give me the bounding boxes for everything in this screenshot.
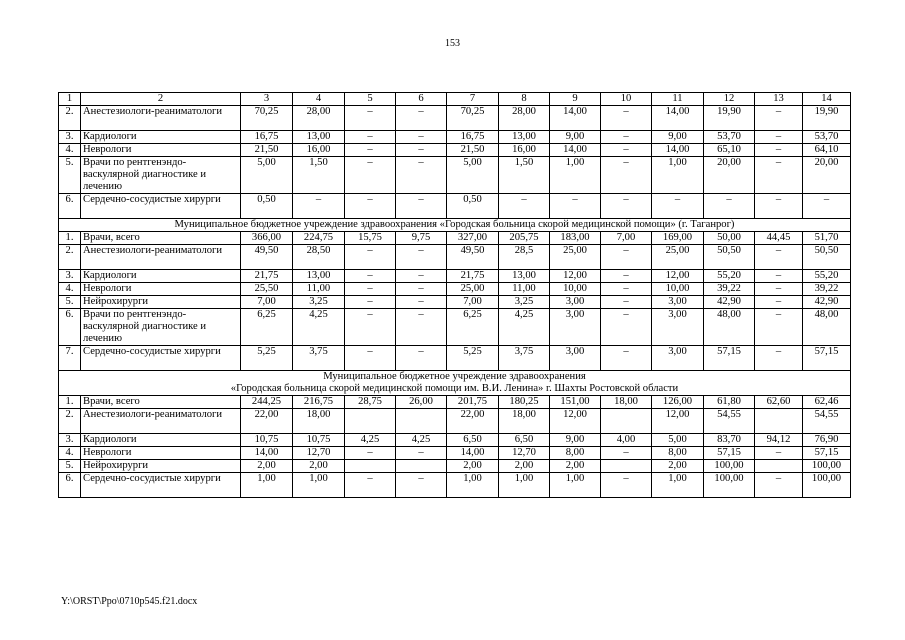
value-cell: – <box>345 157 396 194</box>
value-cell: – <box>601 447 652 460</box>
value-cell: 54,55 <box>803 409 851 434</box>
column-number-row <box>59 93 851 106</box>
value-cell: 12,00 <box>550 270 601 283</box>
value-cell: 151,00 <box>550 396 601 409</box>
value-cell: 57,15 <box>704 346 755 371</box>
table-row <box>59 460 851 473</box>
value-cell: – <box>345 296 396 309</box>
value-cell: 4,25 <box>345 434 396 447</box>
value-cell: 53,70 <box>704 131 755 144</box>
table-row <box>59 409 851 434</box>
value-cell: 48,00 <box>704 309 755 346</box>
value-cell: 51,70 <box>803 232 851 245</box>
value-cell: – <box>396 346 447 371</box>
value-cell: 18,00 <box>293 409 345 434</box>
value-cell: 55,20 <box>704 270 755 283</box>
specialty-cell: Нейрохирурги <box>81 460 241 473</box>
value-cell: – <box>755 447 803 460</box>
value-cell: 6,25 <box>241 309 293 346</box>
value-cell: 9,00 <box>550 131 601 144</box>
row-number-cell: 2. <box>59 106 81 131</box>
value-cell: 44,45 <box>755 232 803 245</box>
column-header: 10 <box>601 93 652 106</box>
value-cell: 70,25 <box>241 106 293 131</box>
value-cell: – <box>755 346 803 371</box>
value-cell: – <box>345 131 396 144</box>
value-cell: 1,00 <box>447 473 499 498</box>
value-cell <box>755 460 803 473</box>
value-cell: 2,00 <box>241 460 293 473</box>
value-cell: 1,50 <box>293 157 345 194</box>
specialty-cell: Неврологи <box>81 144 241 157</box>
value-cell: 2,00 <box>652 460 704 473</box>
row-number-cell: 6. <box>59 473 81 498</box>
value-cell: 12,00 <box>652 409 704 434</box>
row-number-cell: 2. <box>59 245 81 270</box>
value-cell: 7,00 <box>601 232 652 245</box>
value-cell: 25,00 <box>550 245 601 270</box>
value-cell: – <box>396 447 447 460</box>
specialty-cell: Кардиологи <box>81 270 241 283</box>
value-cell: 18,00 <box>601 396 652 409</box>
value-cell: 16,00 <box>293 144 345 157</box>
value-cell: 64,10 <box>803 144 851 157</box>
value-cell: – <box>396 157 447 194</box>
value-cell: 7,00 <box>241 296 293 309</box>
value-cell: 8,00 <box>550 447 601 460</box>
value-cell: 2,00 <box>499 460 550 473</box>
value-cell: – <box>396 245 447 270</box>
value-cell: 50,50 <box>704 245 755 270</box>
value-cell <box>396 460 447 473</box>
value-cell: 42,90 <box>704 296 755 309</box>
value-cell: 224,75 <box>293 232 345 245</box>
specialty-cell: Анестезиологи-реаниматологи <box>81 245 241 270</box>
specialty-cell: Анестезиологи-реаниматологи <box>81 106 241 131</box>
table-row <box>59 447 851 460</box>
value-cell: – <box>755 270 803 283</box>
value-cell: – <box>601 194 652 219</box>
column-header: 2 <box>81 93 241 106</box>
row-number-cell: 4. <box>59 144 81 157</box>
value-cell: 20,00 <box>803 157 851 194</box>
value-cell: – <box>396 194 447 219</box>
row-number-cell: 3. <box>59 270 81 283</box>
value-cell: 13,00 <box>293 131 345 144</box>
value-cell: – <box>755 283 803 296</box>
value-cell: 62,46 <box>803 396 851 409</box>
value-cell: 205,75 <box>499 232 550 245</box>
specialty-cell: Врачи по рентгенэндо-васкулярной диагностике и лечению <box>81 309 241 346</box>
value-cell: 3,00 <box>652 296 704 309</box>
value-cell: 11,00 <box>499 283 550 296</box>
value-cell: – <box>396 296 447 309</box>
table-row <box>59 346 851 371</box>
value-cell: – <box>601 283 652 296</box>
value-cell: – <box>601 131 652 144</box>
table-body <box>59 93 851 498</box>
value-cell: 4,25 <box>396 434 447 447</box>
value-cell: – <box>345 194 396 219</box>
value-cell: 1,00 <box>499 473 550 498</box>
institution-title-line: «Городская больница скорой медицинской помощи им. В.И. Ленина» г. Шахты Ростовской области <box>230 383 679 394</box>
value-cell: – <box>601 346 652 371</box>
value-cell: – <box>601 144 652 157</box>
value-cell: 94,12 <box>755 434 803 447</box>
value-cell: 28,50 <box>293 245 345 270</box>
value-cell: 11,00 <box>293 283 345 296</box>
table-row <box>59 131 851 144</box>
value-cell: 5,00 <box>241 157 293 194</box>
value-cell: 2,00 <box>293 460 345 473</box>
value-cell: – <box>755 309 803 346</box>
value-cell: – <box>755 131 803 144</box>
table-row <box>59 144 851 157</box>
value-cell: 14,00 <box>652 106 704 131</box>
value-cell: 39,22 <box>803 283 851 296</box>
value-cell: – <box>396 131 447 144</box>
value-cell: 3,00 <box>550 346 601 371</box>
footer-file-path: Y:\ORST\Ppo\0710p545.f21.docx <box>61 596 198 607</box>
value-cell <box>601 460 652 473</box>
value-cell: 39,22 <box>704 283 755 296</box>
value-cell: 28,5 <box>499 245 550 270</box>
value-cell: 50,50 <box>803 245 851 270</box>
value-cell: – <box>345 346 396 371</box>
value-cell: 0,50 <box>447 194 499 219</box>
value-cell: 2,00 <box>447 460 499 473</box>
value-cell: 25,00 <box>652 245 704 270</box>
value-cell <box>345 460 396 473</box>
value-cell: 25,50 <box>241 283 293 296</box>
value-cell: 53,70 <box>803 131 851 144</box>
value-cell: 10,00 <box>550 283 601 296</box>
value-cell: 1,00 <box>293 473 345 498</box>
value-cell: 14,00 <box>447 447 499 460</box>
value-cell: 14,00 <box>652 144 704 157</box>
column-header: 11 <box>652 93 704 106</box>
value-cell: – <box>396 473 447 498</box>
row-number-cell: 4. <box>59 447 81 460</box>
value-cell: 19,90 <box>803 106 851 131</box>
table-row <box>59 296 851 309</box>
value-cell: 327,00 <box>447 232 499 245</box>
row-number-cell: 3. <box>59 131 81 144</box>
value-cell: 49,50 <box>447 245 499 270</box>
value-cell: 6,25 <box>447 309 499 346</box>
value-cell: 61,80 <box>704 396 755 409</box>
value-cell: – <box>704 194 755 219</box>
value-cell: 3,75 <box>499 346 550 371</box>
page-number: 153 <box>445 38 460 49</box>
value-cell: 2,00 <box>550 460 601 473</box>
value-cell: 21,50 <box>241 144 293 157</box>
column-header: 13 <box>755 93 803 106</box>
column-header: 5 <box>345 93 396 106</box>
value-cell: – <box>601 245 652 270</box>
value-cell: 3,00 <box>652 346 704 371</box>
table-row <box>59 473 851 498</box>
table-row <box>59 396 851 409</box>
value-cell: 100,00 <box>803 473 851 498</box>
value-cell: – <box>755 194 803 219</box>
value-cell: 183,00 <box>550 232 601 245</box>
table-row <box>59 194 851 219</box>
value-cell: 14,00 <box>550 144 601 157</box>
value-cell: 26,00 <box>396 396 447 409</box>
row-number-cell: 1. <box>59 396 81 409</box>
specialty-cell: Кардиологи <box>81 434 241 447</box>
value-cell: 6,50 <box>499 434 550 447</box>
row-number-cell: 5. <box>59 157 81 194</box>
value-cell: 19,90 <box>704 106 755 131</box>
value-cell: 5,00 <box>652 434 704 447</box>
value-cell: 12,00 <box>652 270 704 283</box>
value-cell: 57,15 <box>803 447 851 460</box>
value-cell: 3,25 <box>293 296 345 309</box>
specialty-cell: Сердечно-сосудистые хирурги <box>81 473 241 498</box>
value-cell: 4,00 <box>601 434 652 447</box>
value-cell: – <box>345 270 396 283</box>
value-cell: 6,50 <box>447 434 499 447</box>
table-row <box>59 434 851 447</box>
table-row <box>59 106 851 131</box>
column-header: 9 <box>550 93 601 106</box>
specialty-cell: Неврологи <box>81 447 241 460</box>
value-cell: 1,00 <box>652 473 704 498</box>
value-cell: 12,70 <box>293 447 345 460</box>
institution-title <box>59 371 851 396</box>
value-cell: 9,00 <box>652 131 704 144</box>
value-cell: – <box>601 296 652 309</box>
column-header: 14 <box>803 93 851 106</box>
table-row <box>59 232 851 245</box>
value-cell: 244,25 <box>241 396 293 409</box>
value-cell: 1,00 <box>652 157 704 194</box>
value-cell: 28,00 <box>293 106 345 131</box>
value-cell: 4,25 <box>293 309 345 346</box>
value-cell: 50,00 <box>704 232 755 245</box>
table-row <box>59 245 851 270</box>
value-cell: 14,00 <box>241 447 293 460</box>
value-cell: – <box>601 309 652 346</box>
column-header: 4 <box>293 93 345 106</box>
value-cell: 3,00 <box>550 309 601 346</box>
value-cell: 10,75 <box>293 434 345 447</box>
specialty-cell: Врачи, всего <box>81 396 241 409</box>
specialty-cell: Нейрохирурги <box>81 296 241 309</box>
specialty-cell: Анестезиологи-реаниматологи <box>81 409 241 434</box>
value-cell: 1,50 <box>499 157 550 194</box>
value-cell: 169,00 <box>652 232 704 245</box>
table-row <box>59 309 851 346</box>
value-cell: 9,00 <box>550 434 601 447</box>
value-cell: 0,50 <box>241 194 293 219</box>
row-number-cell: 3. <box>59 434 81 447</box>
column-header: 7 <box>447 93 499 106</box>
specialty-cell: Врачи, всего <box>81 232 241 245</box>
value-cell: 100,00 <box>704 460 755 473</box>
value-cell: 54,55 <box>704 409 755 434</box>
value-cell: 3,00 <box>550 296 601 309</box>
value-cell: 100,00 <box>803 460 851 473</box>
value-cell: 4,25 <box>499 309 550 346</box>
row-number-cell: 7. <box>59 346 81 371</box>
value-cell: – <box>601 473 652 498</box>
value-cell: 21,75 <box>447 270 499 283</box>
row-number-cell: 5. <box>59 296 81 309</box>
value-cell: – <box>345 473 396 498</box>
row-number-cell: 6. <box>59 194 81 219</box>
value-cell: 76,90 <box>803 434 851 447</box>
value-cell: 216,75 <box>293 396 345 409</box>
row-number-cell: 5. <box>59 460 81 473</box>
value-cell <box>601 409 652 434</box>
value-cell: 1,00 <box>550 473 601 498</box>
value-cell: 57,15 <box>704 447 755 460</box>
value-cell: 13,00 <box>499 131 550 144</box>
table-row <box>59 270 851 283</box>
value-cell: 8,00 <box>652 447 704 460</box>
value-cell: 1,00 <box>241 473 293 498</box>
value-cell: – <box>755 473 803 498</box>
value-cell: 18,00 <box>499 409 550 434</box>
value-cell: – <box>396 106 447 131</box>
row-number-cell: 4. <box>59 283 81 296</box>
value-cell: – <box>601 106 652 131</box>
value-cell: – <box>345 283 396 296</box>
column-header: 1 <box>59 93 81 106</box>
institution-title: Муниципальное бюджетное учреждение здравоохранения «Городская больница скорой медицинской помощи» (г. Таганрог) <box>59 219 851 232</box>
value-cell: – <box>499 194 550 219</box>
value-cell: – <box>652 194 704 219</box>
value-cell <box>396 409 447 434</box>
value-cell: 3,25 <box>499 296 550 309</box>
value-cell: 25,00 <box>447 283 499 296</box>
value-cell: 5,25 <box>447 346 499 371</box>
value-cell: – <box>345 144 396 157</box>
specialty-cell: Кардиологи <box>81 131 241 144</box>
value-cell: 13,00 <box>499 270 550 283</box>
value-cell: – <box>550 194 601 219</box>
table-row <box>59 283 851 296</box>
value-cell: 5,00 <box>447 157 499 194</box>
value-cell: – <box>755 106 803 131</box>
value-cell: 48,00 <box>803 309 851 346</box>
value-cell: 49,50 <box>241 245 293 270</box>
specialty-cell: Врачи по рентгенэндо-васкулярной диагностике и лечению <box>81 157 241 194</box>
value-cell: 21,75 <box>241 270 293 283</box>
value-cell: 366,00 <box>241 232 293 245</box>
value-cell: 10,00 <box>652 283 704 296</box>
value-cell: – <box>345 447 396 460</box>
column-header: 8 <box>499 93 550 106</box>
value-cell: 55,20 <box>803 270 851 283</box>
value-cell: – <box>396 309 447 346</box>
value-cell: 20,00 <box>704 157 755 194</box>
value-cell: 5,25 <box>241 346 293 371</box>
value-cell: – <box>755 157 803 194</box>
institution-header-row <box>59 371 851 396</box>
row-number-cell: 2. <box>59 409 81 434</box>
value-cell: 12,00 <box>550 409 601 434</box>
value-cell: 16,75 <box>447 131 499 144</box>
value-cell: 13,00 <box>293 270 345 283</box>
value-cell: 57,15 <box>803 346 851 371</box>
value-cell: – <box>803 194 851 219</box>
value-cell: 22,00 <box>447 409 499 434</box>
value-cell: 14,00 <box>550 106 601 131</box>
value-cell: – <box>396 270 447 283</box>
value-cell: – <box>601 157 652 194</box>
value-cell: – <box>396 283 447 296</box>
value-cell: 28,00 <box>499 106 550 131</box>
value-cell: 22,00 <box>241 409 293 434</box>
value-cell: – <box>293 194 345 219</box>
value-cell: 62,60 <box>755 396 803 409</box>
value-cell: 70,25 <box>447 106 499 131</box>
table-row <box>59 157 851 194</box>
value-cell: 16,00 <box>499 144 550 157</box>
value-cell: 83,70 <box>704 434 755 447</box>
row-number-cell: 1. <box>59 232 81 245</box>
value-cell: 42,90 <box>803 296 851 309</box>
institution-header-row <box>59 219 851 232</box>
column-header: 3 <box>241 93 293 106</box>
value-cell: 65,10 <box>704 144 755 157</box>
value-cell: – <box>345 309 396 346</box>
value-cell: – <box>755 144 803 157</box>
value-cell: – <box>601 270 652 283</box>
column-header: 12 <box>704 93 755 106</box>
value-cell: 16,75 <box>241 131 293 144</box>
specialty-cell: Сердечно-сосудистые хирурги <box>81 194 241 219</box>
staffing-table <box>58 92 851 498</box>
value-cell: 201,75 <box>447 396 499 409</box>
value-cell: 21,50 <box>447 144 499 157</box>
value-cell: 9,75 <box>396 232 447 245</box>
value-cell: 7,00 <box>447 296 499 309</box>
value-cell: 3,75 <box>293 346 345 371</box>
specialty-cell: Неврологи <box>81 283 241 296</box>
value-cell: – <box>396 144 447 157</box>
value-cell <box>755 409 803 434</box>
value-cell: 15,75 <box>345 232 396 245</box>
value-cell: 126,00 <box>652 396 704 409</box>
value-cell: – <box>755 245 803 270</box>
value-cell: 100,00 <box>704 473 755 498</box>
value-cell: 1,00 <box>550 157 601 194</box>
specialty-cell: Сердечно-сосудистые хирурги <box>81 346 241 371</box>
row-number-cell: 6. <box>59 309 81 346</box>
value-cell: – <box>345 106 396 131</box>
value-cell: 12,70 <box>499 447 550 460</box>
column-header: 6 <box>396 93 447 106</box>
value-cell: 28,75 <box>345 396 396 409</box>
value-cell: – <box>345 245 396 270</box>
value-cell: 3,00 <box>652 309 704 346</box>
value-cell: 10,75 <box>241 434 293 447</box>
value-cell: 180,25 <box>499 396 550 409</box>
institution-title-line: Муниципальное бюджетное учреждение здравоохранения <box>323 371 586 382</box>
value-cell: – <box>755 296 803 309</box>
value-cell <box>345 409 396 434</box>
